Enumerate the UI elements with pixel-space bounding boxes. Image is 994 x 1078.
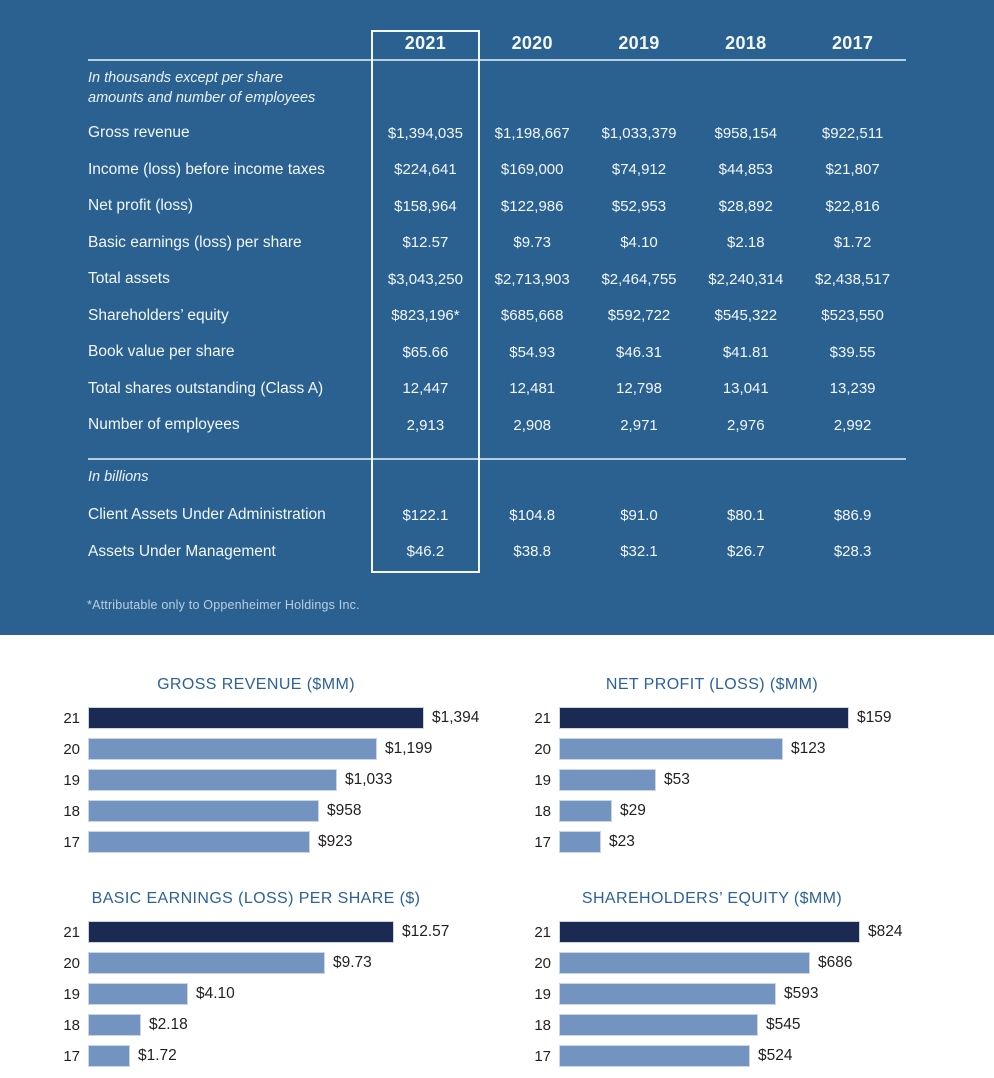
chart-title: SHAREHOLDERS’ EQUITY ($MM) — [581, 890, 843, 907]
units-note — [88, 68, 315, 108]
charts-section — [0, 635, 994, 1078]
bar — [88, 1014, 141, 1036]
bar-row — [525, 1014, 902, 1036]
row-value: $52,953 — [611, 197, 667, 215]
row-value: 13,041 — [722, 380, 769, 398]
bar-value-label: $593 — [784, 985, 819, 1002]
chart-title: NET PROFIT (LOSS) ($MM) — [605, 676, 819, 693]
row-value: 13,239 — [829, 380, 876, 398]
table-row — [88, 407, 907, 444]
bar-row — [525, 952, 902, 974]
bar-year-label: 18 — [63, 1016, 80, 1034]
bar-row — [54, 707, 479, 729]
bar — [88, 769, 337, 791]
row-value: $22,816 — [825, 197, 880, 215]
row-value: $1,394,035 — [387, 124, 463, 142]
row-value: $4.10 — [620, 234, 658, 252]
chart-title: BASIC EARNINGS (LOSS) PER SHARE ($) — [91, 890, 421, 907]
chart-bars — [54, 921, 458, 1067]
row-value: $38.8 — [513, 543, 551, 561]
row-value: $12.57 — [402, 234, 449, 252]
bar — [559, 738, 783, 760]
row-value: $46.31 — [616, 343, 662, 361]
row-value: $2,438,517 — [815, 270, 891, 288]
bar-row — [54, 800, 479, 822]
bar — [88, 1045, 130, 1067]
row-label: Client Assets Under Administration — [88, 506, 326, 524]
bar-value-label: $524 — [758, 1047, 793, 1064]
bar-value-label: $1,033 — [345, 771, 393, 788]
row-value: 2,976 — [727, 416, 765, 434]
bar — [88, 800, 319, 822]
table-row — [88, 261, 907, 298]
row-label: Assets Under Management — [88, 542, 276, 560]
row-value: $28.3 — [833, 543, 872, 561]
bar-value-label: $1,199 — [385, 740, 433, 757]
billions-section-label: In billions — [88, 469, 149, 485]
bar-value-label: $2.18 — [149, 1016, 188, 1033]
bar-year-label: 17 — [534, 1047, 551, 1065]
bar-year-label: 21 — [63, 709, 80, 727]
bar-value-label: $1.72 — [138, 1047, 177, 1064]
row-value: $158,964 — [394, 197, 457, 215]
bar-value-label: $12.57 — [402, 923, 450, 940]
bar-year-label: 20 — [63, 740, 80, 758]
table-row — [88, 225, 907, 262]
bar-value-label: $545 — [766, 1016, 801, 1033]
bar-year-label: 20 — [534, 954, 551, 972]
row-value: 2,971 — [620, 416, 658, 434]
row-value: $685,668 — [500, 307, 564, 325]
chart-bars — [54, 707, 479, 853]
row-value: $86.9 — [833, 506, 872, 524]
row-value: $592,722 — [607, 307, 671, 325]
row-value: 12,481 — [509, 380, 556, 398]
bar-value-label: $53 — [664, 771, 690, 788]
bar-row — [525, 921, 902, 943]
chart-shareholders-equity — [525, 891, 902, 1076]
bar — [88, 738, 377, 760]
row-value: $122.1 — [402, 506, 449, 524]
bar-year-label: 18 — [534, 802, 551, 820]
year-header: 2017 — [831, 33, 874, 53]
row-value: $1.72 — [833, 234, 872, 252]
row-value: 2,913 — [406, 416, 445, 434]
row-label: Total assets — [88, 270, 170, 288]
bar — [88, 983, 188, 1005]
bar-value-label: $958 — [327, 802, 362, 819]
bar-row — [54, 921, 458, 943]
year-header: 2021 — [404, 33, 447, 53]
row-value: $91.0 — [620, 506, 658, 524]
bar-value-label: $686 — [818, 954, 853, 971]
row-value: $32.1 — [620, 543, 658, 561]
chart-basic-eps — [54, 891, 458, 1076]
row-label: Book value per share — [88, 343, 235, 361]
row-value: $41.81 — [722, 343, 769, 361]
bar — [559, 1045, 750, 1067]
row-value: $39.55 — [829, 343, 876, 361]
row-value: $922,511 — [821, 124, 884, 142]
table-row — [88, 371, 907, 408]
row-label: Number of employees — [88, 416, 240, 434]
row-label: Basic earnings (loss) per share — [88, 233, 302, 251]
bar-year-label: 19 — [534, 771, 551, 789]
row-value: $80.1 — [727, 506, 765, 524]
bar-row — [54, 831, 479, 853]
header-divider-line — [88, 59, 906, 61]
row-label: Shareholders’ equity — [88, 306, 229, 324]
row-value: $1,033,379 — [601, 124, 677, 142]
footnote: *Attributable only to Oppenheimer Holdings Inc. — [87, 598, 360, 612]
bar-value-label: $29 — [620, 802, 646, 819]
bar — [88, 707, 424, 729]
chart-gross-revenue — [54, 677, 479, 862]
bar-row — [525, 831, 899, 853]
chart-title: GROSS REVENUE ($MM) — [157, 676, 355, 693]
bar-row — [54, 952, 458, 974]
bar — [559, 831, 601, 853]
table-row — [88, 534, 907, 571]
table-rows-billions — [88, 497, 907, 570]
bar-row — [54, 1014, 458, 1036]
bar-row — [525, 800, 899, 822]
chart-bars — [525, 707, 899, 853]
table-row — [88, 152, 907, 189]
row-value: $9.73 — [513, 234, 551, 252]
bar-year-label: 21 — [534, 923, 551, 941]
bar-year-label: 19 — [63, 985, 80, 1003]
bar-row — [54, 983, 458, 1005]
table-row — [88, 497, 907, 534]
bar-value-label: $923 — [318, 833, 353, 850]
bar-year-label: 17 — [534, 833, 551, 851]
year-header: 2018 — [725, 33, 767, 53]
row-value: $3,043,250 — [387, 270, 463, 288]
bar — [559, 1014, 758, 1036]
row-value: $65.66 — [402, 343, 449, 361]
chart-net-profit — [525, 677, 899, 862]
bar-value-label: $1,394 — [432, 709, 480, 726]
row-value: 2,908 — [513, 416, 551, 434]
bar-row — [54, 1045, 458, 1067]
bar-year-label: 17 — [63, 833, 80, 851]
row-label: Gross revenue — [88, 124, 190, 142]
row-value: $823,196* — [391, 307, 460, 325]
row-value: $523,550 — [821, 307, 884, 325]
row-value: $2,240,314 — [708, 270, 784, 288]
table-row — [88, 188, 907, 225]
row-label: Income (loss) before income taxes — [88, 160, 325, 178]
row-value: 12,798 — [616, 380, 662, 398]
row-value: $28,892 — [718, 197, 773, 215]
bar-row — [525, 983, 902, 1005]
row-value: $545,322 — [714, 307, 778, 325]
bar — [559, 983, 776, 1005]
row-value: $169,000 — [500, 161, 564, 179]
table-rows-thousands — [88, 115, 907, 444]
row-value: $1,198,667 — [494, 124, 570, 142]
bar-value-label: $123 — [791, 740, 826, 757]
bar — [559, 921, 860, 943]
bar-row — [525, 769, 899, 791]
row-value: $54.93 — [509, 343, 556, 361]
row-value: $26.7 — [727, 543, 765, 561]
row-value: $44,853 — [718, 161, 773, 179]
year-header: 2019 — [618, 33, 660, 53]
bar-row — [54, 738, 479, 760]
row-value: $21,807 — [825, 161, 880, 179]
bar-value-label: $4.10 — [196, 985, 235, 1002]
row-label: Total shares outstanding (Class A) — [88, 379, 324, 397]
bar-year-label: 18 — [534, 1016, 551, 1034]
table-row — [88, 115, 907, 152]
bar — [559, 769, 656, 791]
bar — [559, 800, 612, 822]
bar-year-label: 20 — [63, 954, 80, 972]
bar — [88, 831, 310, 853]
table-row — [88, 298, 907, 335]
row-value: $2,464,755 — [601, 270, 677, 288]
bar-value-label: $824 — [868, 923, 903, 940]
row-value: $46.2 — [406, 543, 445, 561]
row-value: $2,713,903 — [494, 270, 570, 288]
row-value: 2,992 — [833, 416, 872, 434]
bar — [88, 921, 394, 943]
bar-year-label: 19 — [534, 985, 551, 1003]
bar-year-label: 21 — [63, 923, 80, 941]
bar — [559, 707, 849, 729]
units-note-line2: amounts and number of employees — [88, 90, 316, 106]
bar-row — [54, 769, 479, 791]
row-value: $958,154 — [714, 124, 778, 142]
highlight-year-box — [371, 30, 480, 573]
bar-year-label: 17 — [63, 1047, 80, 1065]
row-value: $104.8 — [509, 506, 556, 524]
year-header: 2020 — [511, 33, 553, 53]
table-row — [88, 334, 907, 371]
row-value: $74,912 — [611, 161, 667, 179]
bar-row — [525, 707, 899, 729]
bar-year-label: 19 — [63, 771, 80, 789]
bar-row — [525, 738, 899, 760]
row-value: $224,641 — [394, 161, 457, 179]
bar-value-label: $9.73 — [333, 954, 372, 971]
bar-value-label: $23 — [609, 833, 635, 850]
row-label: Net profit (loss) — [88, 197, 194, 215]
row-value: $122,986 — [500, 197, 564, 215]
bar-year-label: 18 — [63, 802, 80, 820]
row-value: $2.18 — [727, 234, 765, 252]
bar-value-label: $159 — [857, 709, 892, 726]
bar-year-label: 21 — [534, 709, 551, 727]
bar-year-label: 20 — [534, 740, 551, 758]
billions-divider-line — [88, 458, 906, 460]
bar — [559, 952, 810, 974]
units-note-line1: In thousands except per share — [88, 70, 284, 86]
chart-bars — [525, 921, 902, 1067]
row-value: 12,447 — [402, 380, 449, 398]
bar-row — [525, 1045, 902, 1067]
bar — [88, 952, 325, 974]
